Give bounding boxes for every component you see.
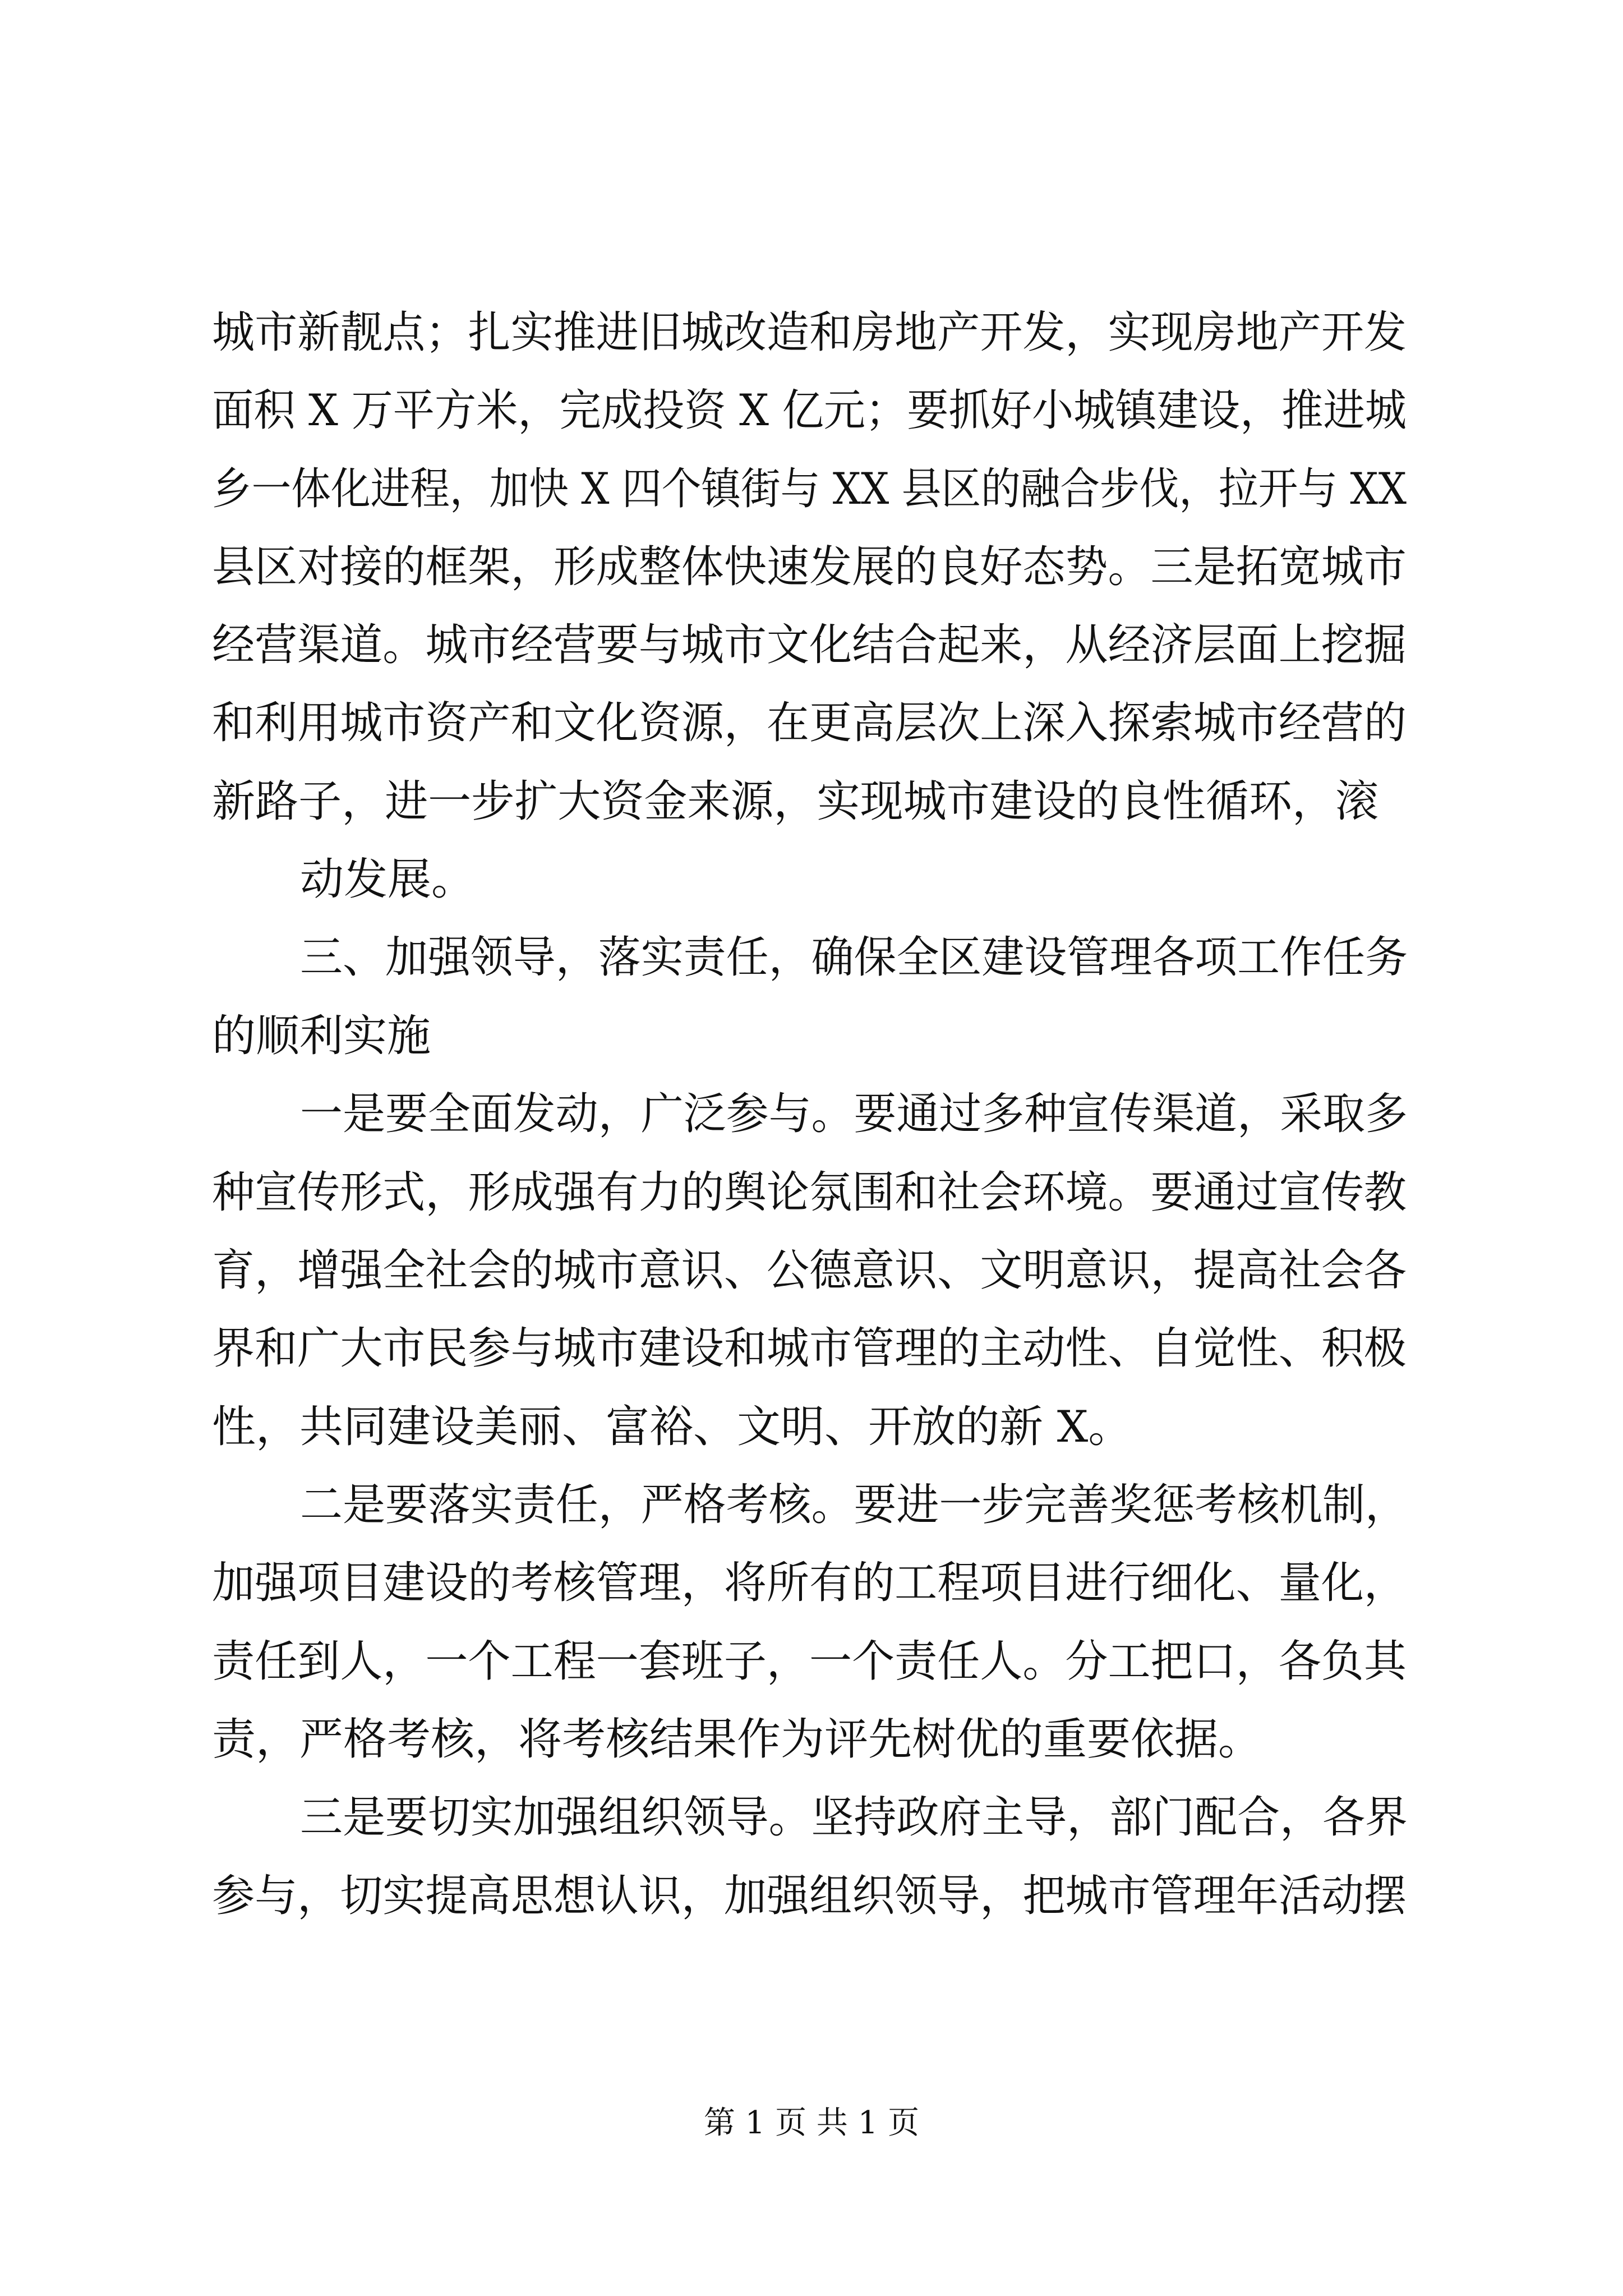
- section-heading: 的顺利实施: [212, 1011, 431, 1061]
- text-line: 加强项目建设的考核管理，将所有的工程项目进行细化、量化，: [212, 1558, 1407, 1608]
- text-line: 界和广大市民参与城市建设和城市管理的主动性、自觉性、积极: [212, 1323, 1407, 1374]
- text-line: 乡一体化进程，加快 X 四个镇街与 XX 县区的融合步伐，拉开与 XX: [212, 464, 1407, 514]
- text-line: 参与，切实提高思想认识，加强组织领导，把城市管理年活动摆: [212, 1871, 1407, 1921]
- text-line: 种宣传形式，形成强有力的舆论氛围和社会环境。要通过宣传教: [212, 1167, 1407, 1218]
- text-line: 经营渠道。城市经营要与城市文化结合起来，从经济层面上挖掘: [212, 620, 1407, 670]
- page-number-label: 第 1 页 共 1 页: [703, 2105, 920, 2141]
- text-line: 二是要落实责任，严格考核。要进一步完善奖惩考核机制，: [300, 1480, 1408, 1530]
- text-line: 育，增强全社会的城市意识、公德意识、文明意识，提高社会各: [212, 1245, 1407, 1296]
- text-line: 三是要切实加强组织领导。坚持政府主导，部门配合，各界: [300, 1792, 1408, 1843]
- text-line: 责任到人，一个工程一套班子，一个责任人。分工把口，各负其: [212, 1636, 1407, 1687]
- text-line: 责，严格考核，将考核结果作为评先树优的重要依据。: [212, 1714, 1262, 1765]
- text-line: 一是要全面发动，广泛参与。要通过多种宣传渠道，采取多: [300, 1089, 1408, 1139]
- text-line: 城市新靓点；扎实推进旧城改造和房地产开发，实现房地产开发: [212, 307, 1407, 358]
- text-line: 新路子，进一步扩大资金来源，实现城市建设的良性循环，滚: [212, 776, 1378, 827]
- text-line: 和利用城市资产和文化资源，在更高层次上深入探索城市经营的: [212, 698, 1407, 748]
- text-line: 县区对接的框架，形成整体快速发展的良好态势。三是拓宽城市: [212, 542, 1407, 592]
- page-footer: [0, 2104, 1623, 2143]
- section-heading: 三、加强领导，落实责任，确保全区建设管理各项工作任务: [300, 932, 1408, 983]
- text-line: 面积 X 万平方米，完成投资 X 亿元；要抓好小城镇建设，推进城: [212, 385, 1407, 436]
- text-line: 动发展。: [300, 854, 476, 905]
- text-line: 性，共同建设美丽、富裕、文明、开放的新 X。: [212, 1402, 1132, 1452]
